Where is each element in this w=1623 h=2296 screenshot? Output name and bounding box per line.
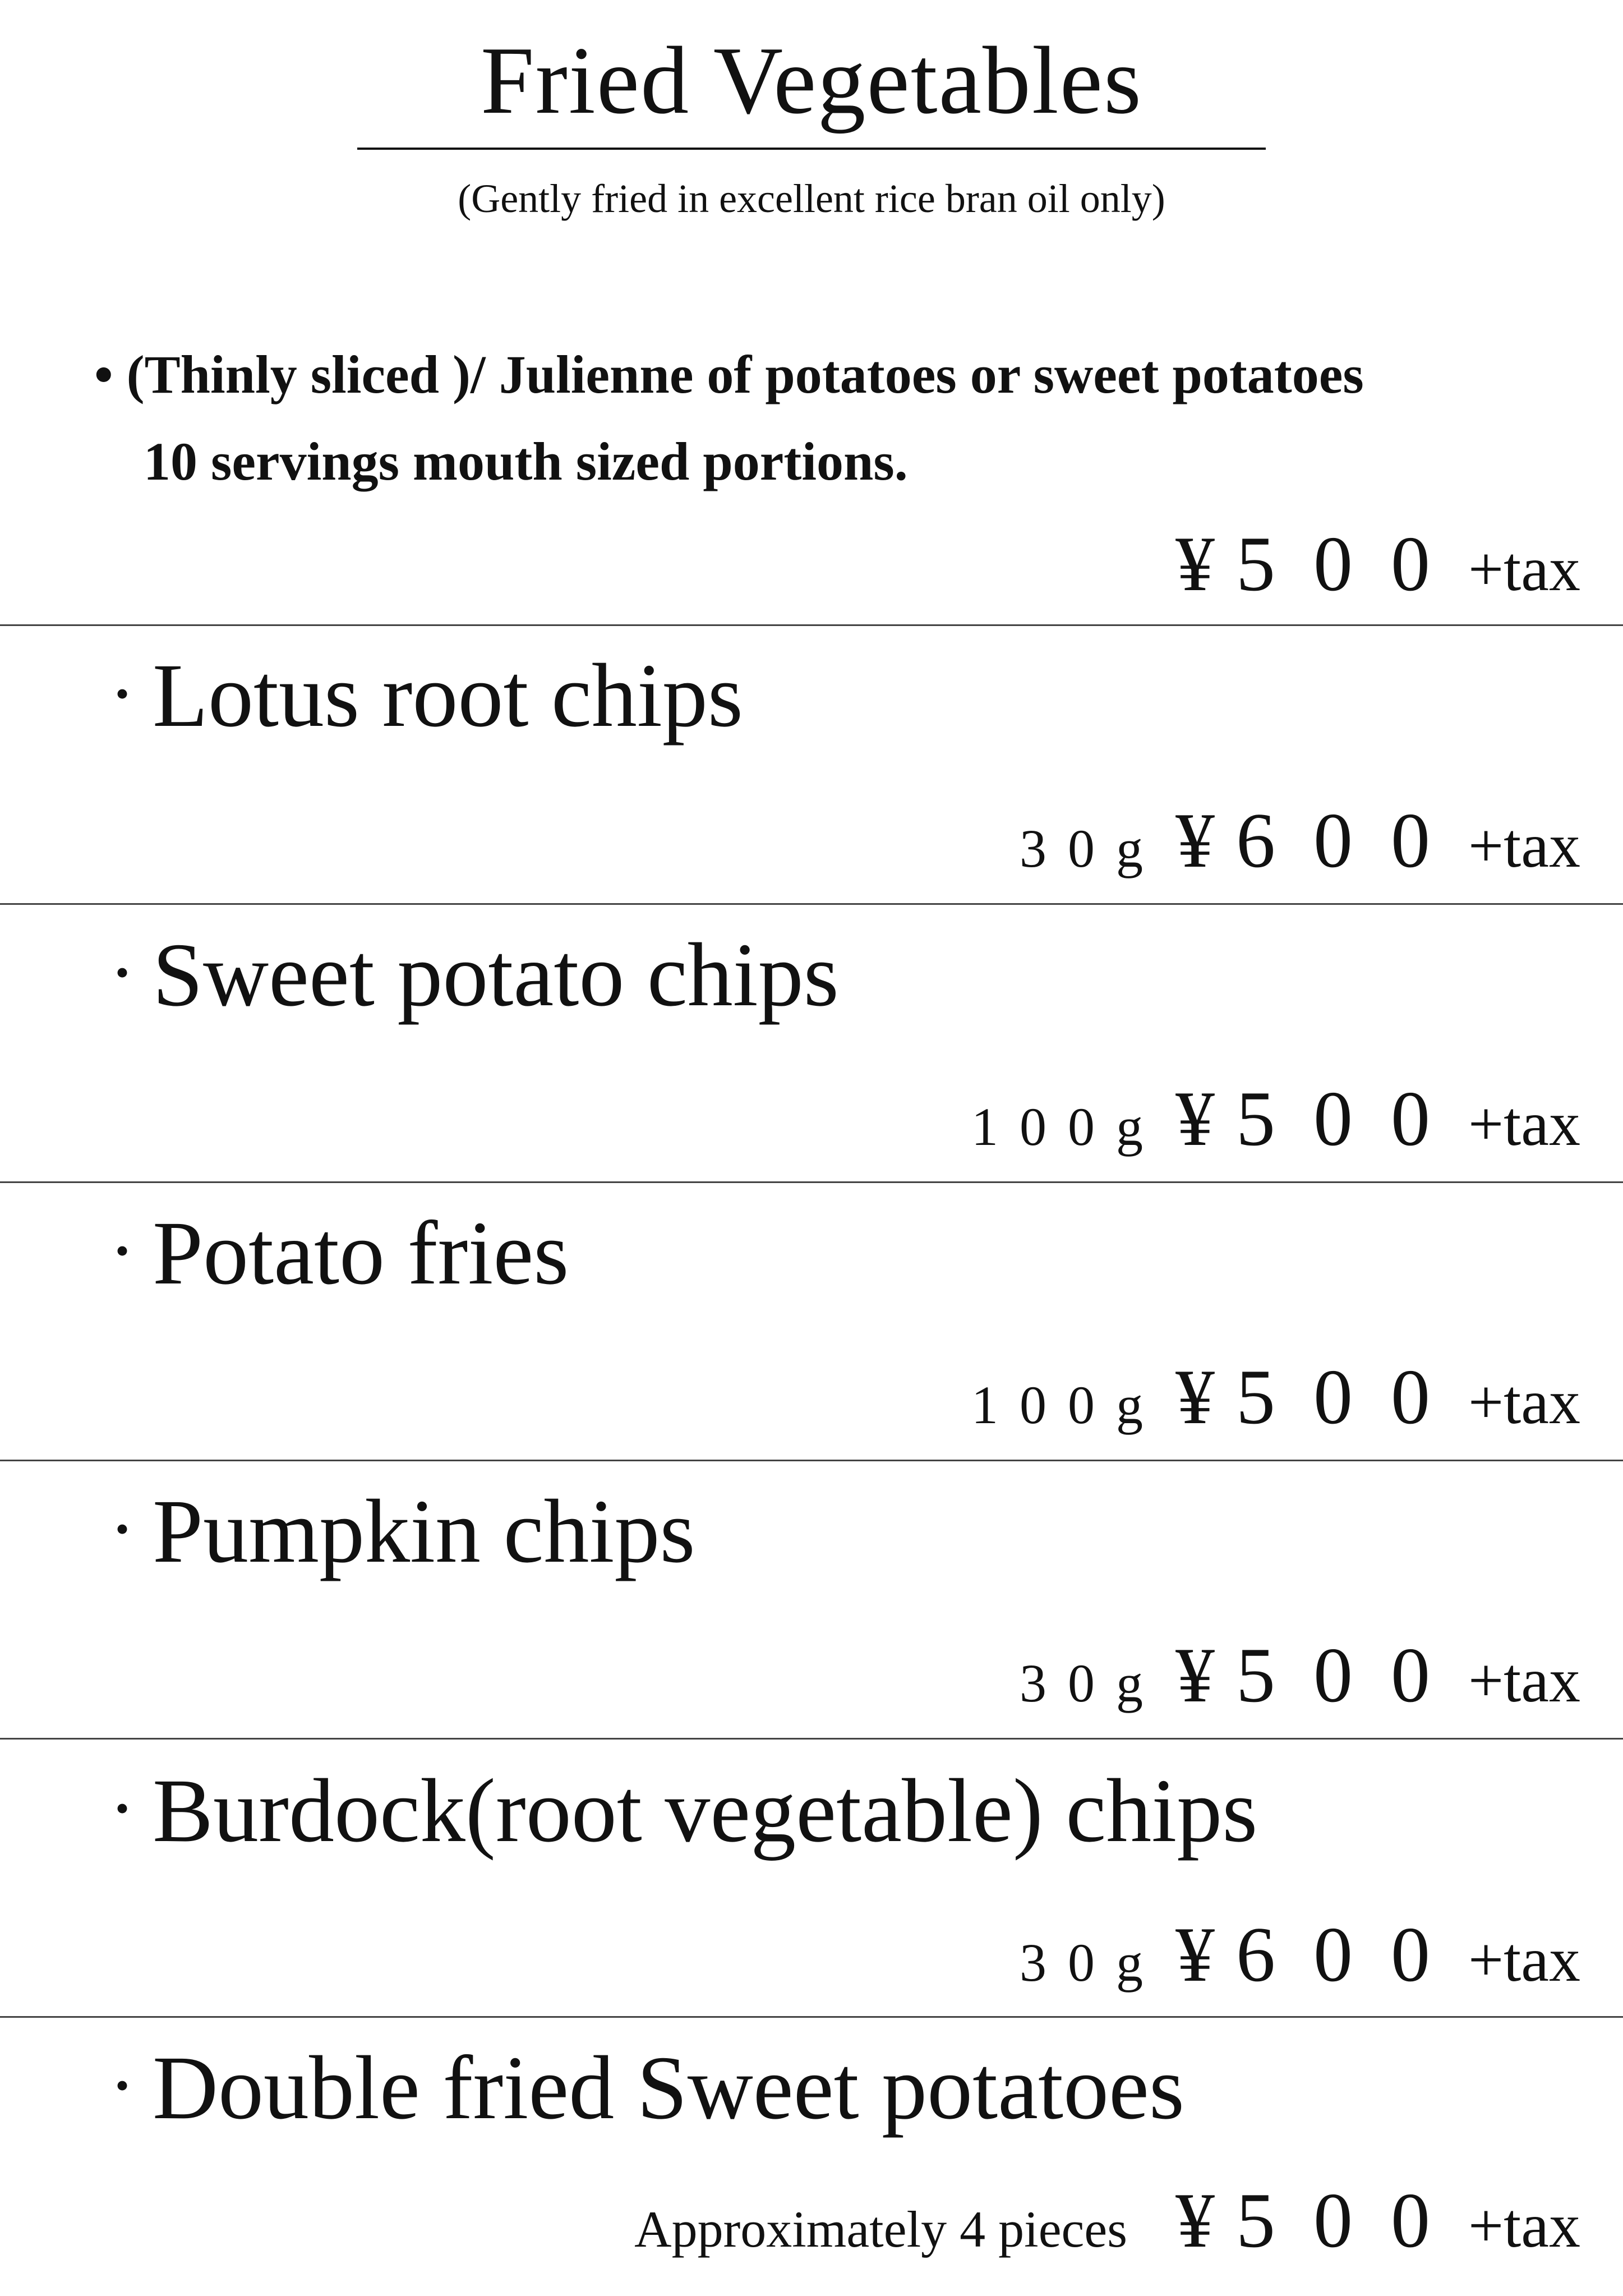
bullet: ・ xyxy=(96,1501,149,1561)
menu-item-description xyxy=(94,344,1364,404)
price-value: 500 xyxy=(1236,521,1468,608)
quantity: 30g xyxy=(1020,818,1164,878)
item-name: Pumpkin chips xyxy=(153,1481,695,1582)
quantity: 100g xyxy=(971,1097,1164,1157)
item-name: Sweet potato chips xyxy=(153,925,839,1025)
tax-label: +tax xyxy=(1468,535,1580,604)
divider xyxy=(0,1460,1623,1461)
bullet: • xyxy=(94,344,113,404)
bullet: ・ xyxy=(96,2058,149,2118)
price-row xyxy=(1020,795,1580,886)
item-name: Potato fries xyxy=(153,1203,569,1304)
price-value: 600 xyxy=(1236,797,1468,884)
item-name-line2: 10 servings mouth sized portions. xyxy=(144,431,908,491)
item-name: Burdock(root vegetable) chips xyxy=(153,1761,1258,1861)
bullet: ・ xyxy=(96,945,149,1005)
bullet: ・ xyxy=(96,666,149,726)
divider xyxy=(0,2016,1623,2018)
title-underline xyxy=(357,148,1266,150)
portion-note: Approximately 4 pieces xyxy=(634,2201,1127,2258)
price-row xyxy=(634,2175,1580,2266)
price-value: 600 xyxy=(1236,1911,1468,1998)
price-value: 500 xyxy=(1236,1354,1468,1441)
tax-label: +tax xyxy=(1468,1925,1580,1995)
tax-label: +tax xyxy=(1468,1089,1580,1159)
item-name: Double fried Sweet potatoes xyxy=(153,2038,1184,2138)
item-name-line1: (Thinly sliced )/ Julienne of potatoes or sweet potatoes xyxy=(126,344,1364,404)
tax-label: +tax xyxy=(1468,1646,1580,1715)
divider xyxy=(0,1738,1623,1740)
yen-symbol: ¥ xyxy=(1175,1354,1215,1441)
price-row xyxy=(971,1352,1580,1442)
yen-symbol: ¥ xyxy=(1175,1911,1215,1998)
price-value: 500 xyxy=(1236,2177,1468,2264)
bullet: ・ xyxy=(96,1223,149,1283)
price-value: 500 xyxy=(1236,1075,1468,1162)
yen-symbol: ¥ xyxy=(1175,1632,1215,1719)
bullet: ・ xyxy=(96,1780,149,1841)
page-title: Fried Vegetables xyxy=(481,27,1142,134)
tax-label: +tax xyxy=(1468,811,1580,881)
yen-symbol: ¥ xyxy=(1175,521,1215,608)
price-value: 500 xyxy=(1236,1632,1468,1719)
yen-symbol: ¥ xyxy=(1175,797,1215,884)
tax-label: +tax xyxy=(1468,1368,1580,1437)
price-row xyxy=(1175,519,1580,609)
yen-symbol: ¥ xyxy=(1175,2177,1215,2264)
item-name: Lotus root chips xyxy=(153,646,743,746)
yen-symbol: ¥ xyxy=(1175,1075,1215,1162)
tax-label: +tax xyxy=(1468,2191,1580,2261)
quantity: 30g xyxy=(1020,1932,1164,1993)
quantity: 100g xyxy=(971,1375,1164,1435)
price-row xyxy=(971,1074,1580,1164)
divider xyxy=(0,903,1623,905)
price-row xyxy=(1020,1630,1580,1720)
divider xyxy=(0,1181,1623,1183)
page-subtitle: (Gently fried in excellent rice bran oil only) xyxy=(458,176,1165,221)
price-row xyxy=(1020,1910,1580,2000)
divider xyxy=(0,624,1623,626)
quantity: 30g xyxy=(1020,1653,1164,1713)
